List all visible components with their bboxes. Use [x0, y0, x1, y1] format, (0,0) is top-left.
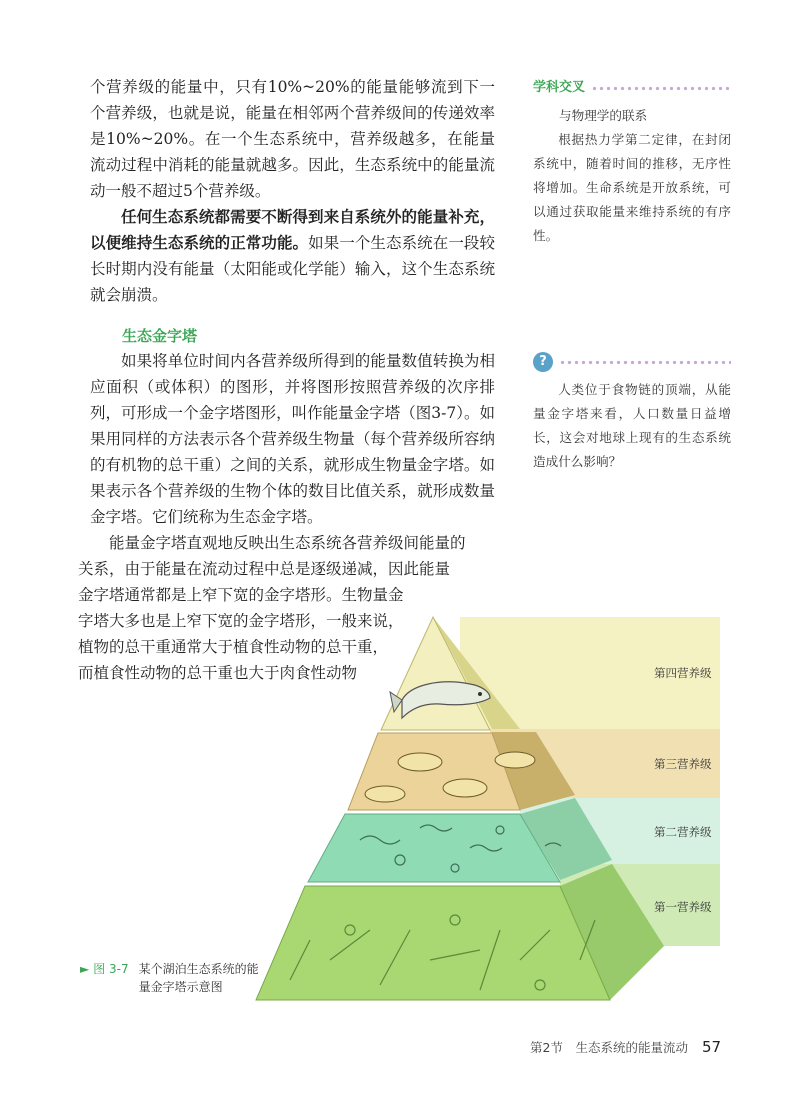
page-number: 57 [701, 1038, 722, 1056]
page-footer [530, 1038, 721, 1056]
level-2-label: 第二营养级 [654, 825, 712, 839]
paragraph-2-bold: 任何生态系统都需要不断得到来自系统外的能量补充，以便维持生态系统的正常功能。 [90, 208, 495, 252]
level-4-label: 第四营养级 [654, 666, 712, 680]
paragraph-4-line: 金字塔通常都是上窄下宽的金字塔形。生物量金 [78, 586, 404, 604]
figure-number: 图 3-7 [93, 962, 129, 976]
cross-discipline-text: 根据热力学第二定律，在封闭系统中，随着时间的推移，无序性将增加。生命系统是开放系统，可以通过获取能量来维持系统的有序性。 [533, 132, 731, 243]
level-3-label: 第三营养级 [654, 757, 712, 771]
caption-text: 某个湖泊生态系统的能量金字塔示意图 [138, 962, 259, 994]
paragraph-4-line: 植物的总干重通常大于植食性动物的总干重， [78, 638, 389, 656]
figure-caption [80, 960, 259, 996]
footer-section: 第2节 生态系统的能量流动 [530, 1040, 688, 1055]
paragraph-4-line: 字塔大多也是上窄下宽的金字塔形，一般来说， [78, 612, 404, 630]
level-2-tier [308, 814, 560, 882]
paragraph-1: 个营养级的能量中，只有10%~20%的能量能够流到下一个营养级，也就是说，能量在相邻两个营养级间的传递效率是10%~20%。在一个生态系统中，营养级越多，在能量流动过程中消耗的能量就越多。因此，生态系统中的能量流动一般不超过5个营养级。 [90, 78, 495, 200]
question-text: 人类位于食物链的顶端，从能量金字塔来看，人口数量日益增长，这会对地球上现有的生态系统造成什么影响？ [533, 382, 731, 469]
paragraph-4-line: 而植食性动物的总干重也大于肉食性动物 [78, 664, 358, 682]
cross-discipline-subtitle: 与物理学的联系 [559, 108, 648, 123]
paragraph-4-line: 能量金字塔直观地反映出生态系统各营养级间能量的 [109, 534, 466, 552]
question-icon: ? [533, 352, 553, 372]
cross-discipline-title: 学科交叉 [533, 80, 586, 95]
paragraph-3: 如果将单位时间内各营养级所得到的能量数值转换为相应面积（或体积）的图形，并将图形按照营养级的次序排列，可形成一个金字塔图形，叫作能量金字塔（图3-7）。如果用同样的方法表示各个营养级生物量（每个营养级所容纳的有机物的总干重）之间的关系，就形成生物量金字塔。如果表示各个营养级的生物个体的数目比值关系，就形成数量金字塔。它们统称为生态金字塔。 [90, 352, 495, 526]
paragraph-4-line: 关系，由于能量在流动过程中总是逐级递减，因此能量 [78, 560, 451, 578]
level-1-label: 第一营养级 [654, 900, 712, 914]
paragraph-2-rest: 如果一个生态系统在一段较长时期内没有能量（太阳能或化学能）输入，这个生态系统就会崩溃。 [90, 234, 495, 304]
section-title: 生态金字塔 [122, 327, 198, 345]
caption-arrow-icon: ► [80, 962, 90, 976]
